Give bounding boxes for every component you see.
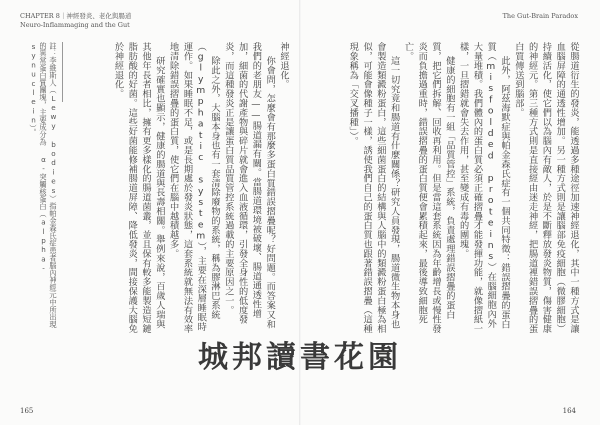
right-page-body — [318, 42, 580, 334]
chapter-subtitle: Neuro-Inflammaging and the Gut — [20, 21, 130, 29]
paragraph: 健康的細胞有一組「品質管控」系統，負責處理錯誤摺疊的蛋白質，把它們拆解、回收再利用。但是當這套系統因為年齡增長或慢性發炎而負擔過重時，錯誤摺疊的蛋白質便會累積起來，最後導致細胞死亡。 — [402, 42, 455, 334]
paragraph: 你會問，怎麼會有那麼多蛋白質錯誤摺疊呢？好問題。而答案又和我們的老朋友——腸道漏有關。當腸道環境被破壞、腸道通透性增加，細菌的代謝產物與碎片就會進入血液循環，引發全身性的低度發炎，而這種發炎正是讓蛋白質品質管控系統過載的主要原因之一。 — [222, 42, 276, 329]
paragraph: 這一切究竟和腸道有什麼關係？研究人員發現，腸道微生物本身也會製造類澱粉蛋白，這些細菌蛋白的結構與人腦中的類澱粉蛋白極為相似，可能會像種子一樣，誘使我們自己的蛋白質也跟著錯誤摺疊（這種現象稱為「交叉播種」）。 — [347, 42, 400, 334]
paragraph: 從腸道衍生的發炎，能透過多種途徑加速神經退化，其中一種方式是讓血腦屏障的通透性增加。另一種方式則是讓腦部免疫細胞（微膠細胞）持續活化，使它們以為腦內有敵人，於是不斷釋放發炎物質，傷害健康的神經元。第三種方式則是直接經由迷走神經，把腸道裡錯誤摺疊的蛋白質傳送到腦部。 — [512, 42, 579, 334]
watermark-logo — [0, 332, 600, 376]
footnote-rule — [62, 42, 63, 102]
footnote — [22, 42, 58, 334]
left-page-body — [68, 42, 290, 334]
paragraph: 此外，阿茲海默症與帕金森氏症有一個共同特徵：錯誤摺疊的蛋白質（misfolded proteins）在腦細胞內外大量堆積。我們體內的蛋白質必須正確摺疊才能發揮功能，就像摺紙一樣，一旦摺錯就會失去作用，甚至變成有毒的團塊。 — [457, 42, 511, 334]
paragraph: 神經退化。 — [278, 42, 289, 89]
running-header-left — [20, 12, 131, 30]
watermark-text: 城邦讀書花園 — [198, 340, 402, 375]
paragraph: 除此之外，大腦本身也有一套清除廢物的系統，稱為膠淋巴系統（glymphatic system），主要在深層睡眠時運作。如果睡眠不足，或是長期處於發炎狀態，這套系統就無法有效率地清除錯誤摺疊的蛋白質，使它們在腦中越積越多。 — [167, 42, 221, 334]
page-number-right: 164 — [562, 407, 576, 415]
running-header-right: The Gut-Brain Paradox — [502, 12, 578, 20]
footnote-text: 註：李維斯人（Lewy bodies）指帕金森氏症患者腦內神經元中所出現的異常蛋白質團塊，主要成分為 α-突觸核蛋白（alpha-synuclein）。 — [29, 42, 58, 329]
page-number-left: 165 — [20, 407, 34, 415]
chapter-title: CHAPTER 8｜神經發炎、老化與腸道 — [20, 12, 132, 20]
paragraph: 研究確實也顯示，健康的腸道與長壽相關。舉例來說，百歲人瑞與其他年長者相比，擁有更多樣化的腸道菌叢，並且保有較多能製造短鏈脂肪酸的好菌。這些好菌能修補腸道屏障、降低發炎，間接保護大腦免於神經退化。 — [112, 42, 165, 334]
